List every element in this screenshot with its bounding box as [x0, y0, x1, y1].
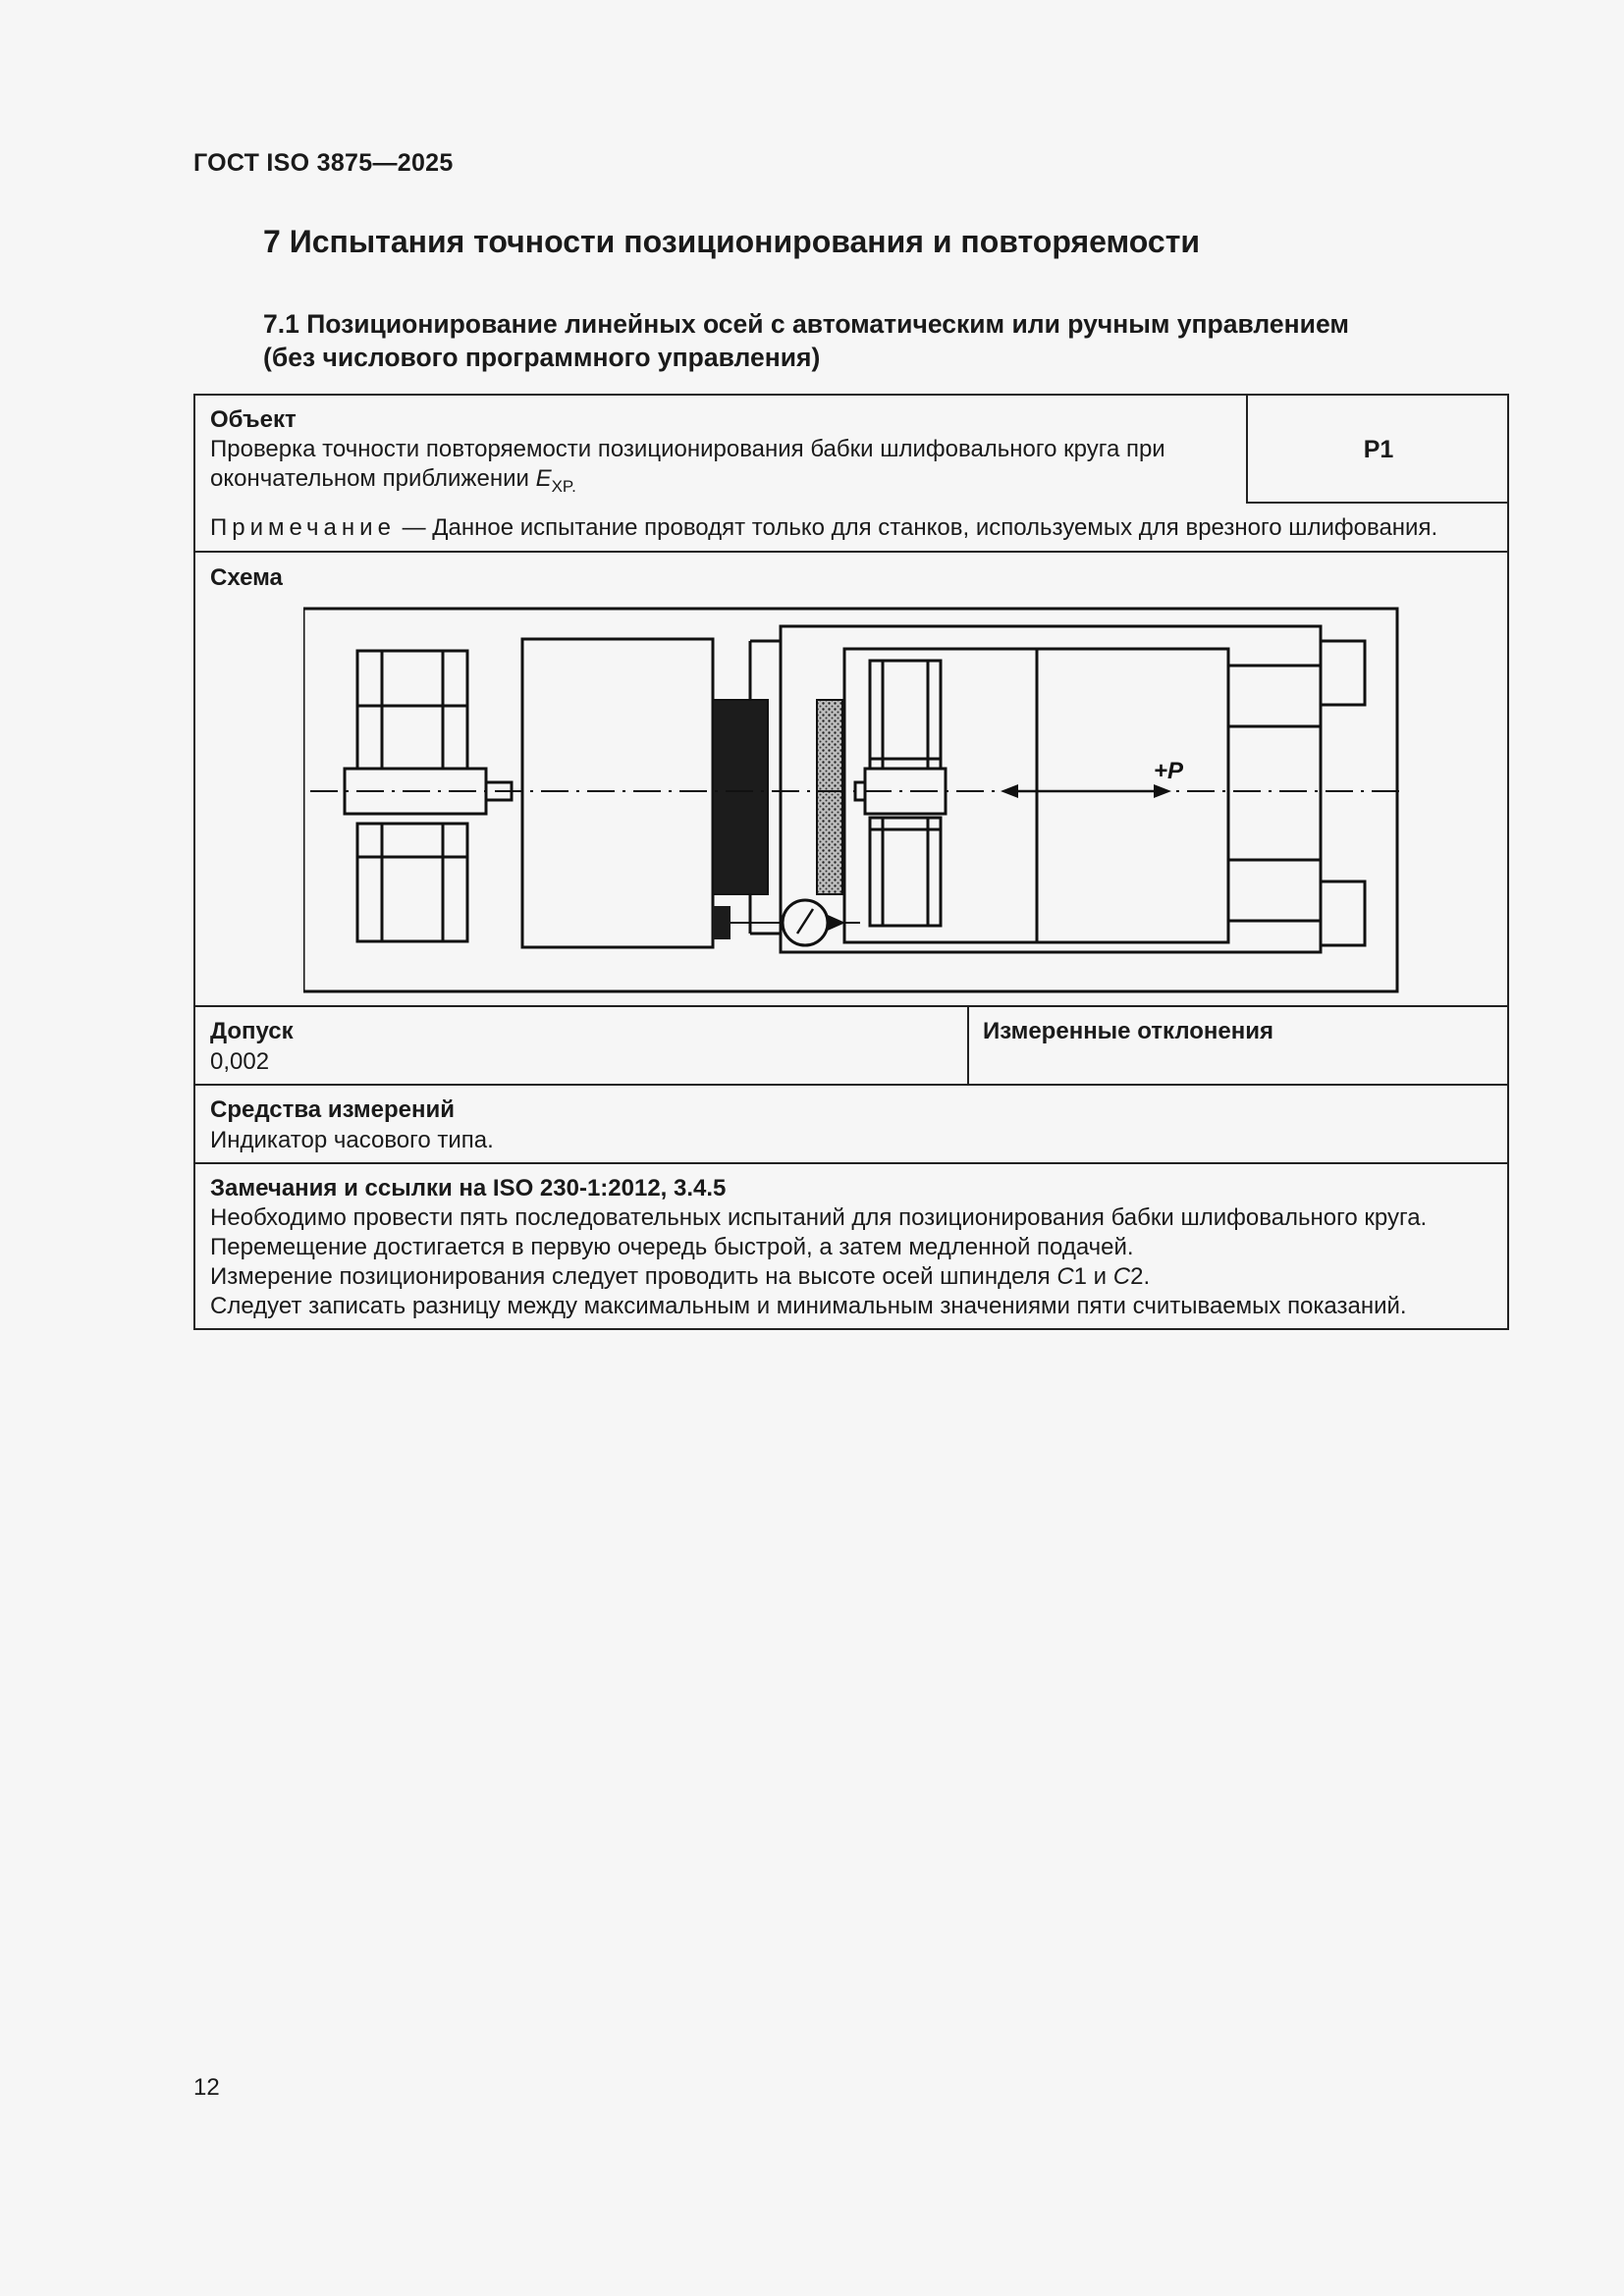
tolerance-label: Допуск — [210, 1018, 294, 1044]
remarks-line-1: Необходимо провести пять последовательных испытаний для позиционирования бабки шлифовального круга. — [210, 1204, 1428, 1231]
object-text-line-2 — [210, 464, 576, 502]
tolerance-value: 0,002 — [210, 1048, 270, 1075]
grinding-wheel — [713, 700, 768, 894]
object-text-line-1: Проверка точности повторяемости позиционирования бабки шлифовального круга при — [210, 436, 1165, 462]
spindle-c1-letter: C — [1056, 1263, 1074, 1290]
scheme-label: Схема — [210, 564, 283, 591]
arrow-left-icon — [1001, 784, 1018, 798]
object-label: Объект — [210, 406, 297, 433]
divider-object — [195, 551, 1507, 553]
standard-header: ГОСТ ISO 3875—2025 — [193, 149, 454, 177]
direction-label: +P — [1154, 758, 1184, 784]
instruments-value: Индикатор часового типа. — [210, 1127, 494, 1153]
spindle-c1-number: 1 — [1073, 1263, 1088, 1290]
spindle-c2-upper — [870, 661, 941, 769]
subsection-title — [263, 307, 1490, 374]
subsection-title-line-2: (без числового программного управления) — [263, 343, 821, 372]
instruments-label: Средства измерений — [210, 1096, 456, 1123]
note — [210, 513, 1437, 543]
dial-indicator-icon — [783, 900, 860, 945]
note-prefix: Примечание — [210, 514, 396, 541]
remarks-line-3-prefix: Измерение позиционирования следует проводить на высоте осей шпинделя — [210, 1263, 1057, 1290]
spindle-c2-number: 2 — [1130, 1263, 1144, 1290]
slide-box-upper — [1228, 666, 1321, 726]
divider-instruments — [195, 1162, 1507, 1164]
object-text-prefix: окончательном приближении — [210, 465, 536, 492]
spindle-c1-lower — [357, 824, 467, 941]
slide-box-lower — [1228, 860, 1321, 921]
remarks-label: Замечания и ссылки на ISO 230-1:2012, 3.4.5 — [210, 1175, 727, 1201]
arrow-right-icon — [1154, 784, 1171, 798]
remarks-conjunction: и — [1087, 1263, 1113, 1290]
remarks-line-4: Следует записать разницу между максимальным и минимальным значениями пяти считываемых показаний. — [210, 1293, 1407, 1319]
test-id: P1 — [1363, 435, 1394, 463]
spindle-c2-letter: C — [1112, 1263, 1131, 1290]
remarks-line-2: Перемещение достигается в первую очередь быстрой, а затем медленной подачей. — [210, 1234, 1134, 1260]
spindle-c2-lower — [870, 818, 941, 926]
slide-cover-upper — [1321, 641, 1365, 705]
machine-scheme-diagram — [303, 602, 1407, 996]
divider-tolerance — [967, 1005, 969, 1085]
slide-cover-lower — [1321, 881, 1365, 945]
test-card — [193, 394, 1509, 1330]
section-title: 7 Испытания точности позиционирования и повторяемости — [263, 224, 1201, 259]
measured-deviations-label: Измеренные отклонения — [983, 1018, 1274, 1044]
spindle-c1-upper — [357, 651, 467, 769]
divider-scheme — [195, 1005, 1507, 1007]
page-number: 12 — [193, 2074, 220, 2101]
workpiece-block — [522, 639, 713, 947]
wheel-stipple-band — [817, 700, 842, 894]
note-text: — Данное испытание проводят только для станков, используемых для врезного шлифования. — [395, 514, 1438, 541]
indicator-mount — [713, 906, 731, 939]
symbol-subscript: XP. — [551, 477, 576, 496]
subsection-title-line-1: 7.1 Позиционирование линейных осей с автоматическим или ручным управлением — [263, 309, 1349, 339]
remarks-line-3 — [210, 1262, 1150, 1292]
divider-tolerance-bottom — [195, 1084, 1507, 1086]
remarks-line-3-suffix: . — [1143, 1263, 1151, 1290]
symbol-e: E — [535, 465, 552, 492]
